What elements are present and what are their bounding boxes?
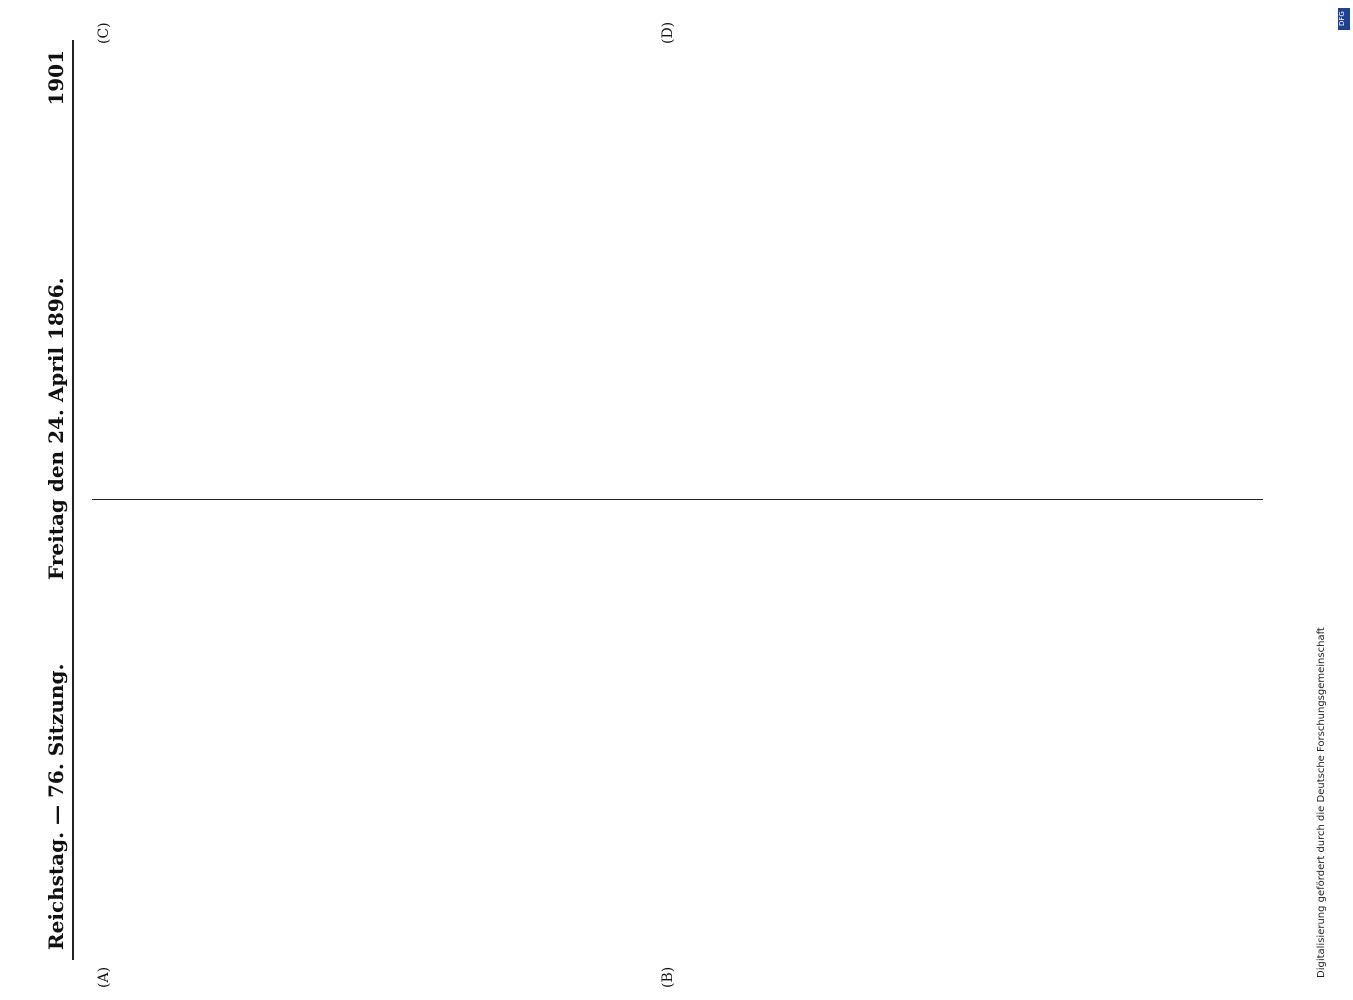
- header-left: Reichstag. — 76. Sitzung.: [44, 663, 68, 950]
- header-date: Freitag den 24. April 1896.: [44, 277, 68, 580]
- page-header: [44, 40, 74, 960]
- dfg-logo: DFG: [1338, 8, 1350, 30]
- margin-mark-a: (A): [96, 966, 112, 988]
- column-divider: [92, 499, 1263, 500]
- margin-mark-c: (C): [96, 22, 112, 44]
- digitization-note: Digitalisierung gefördert durch die Deutsche Forschungsgemeinschaft: [1316, 627, 1327, 978]
- page-number: 1901: [44, 50, 68, 106]
- margin-mark-b: (B): [660, 966, 676, 988]
- right-column: [92, 45, 1263, 485]
- margin-mark-d: (D): [660, 21, 676, 44]
- left-column: [92, 510, 1263, 950]
